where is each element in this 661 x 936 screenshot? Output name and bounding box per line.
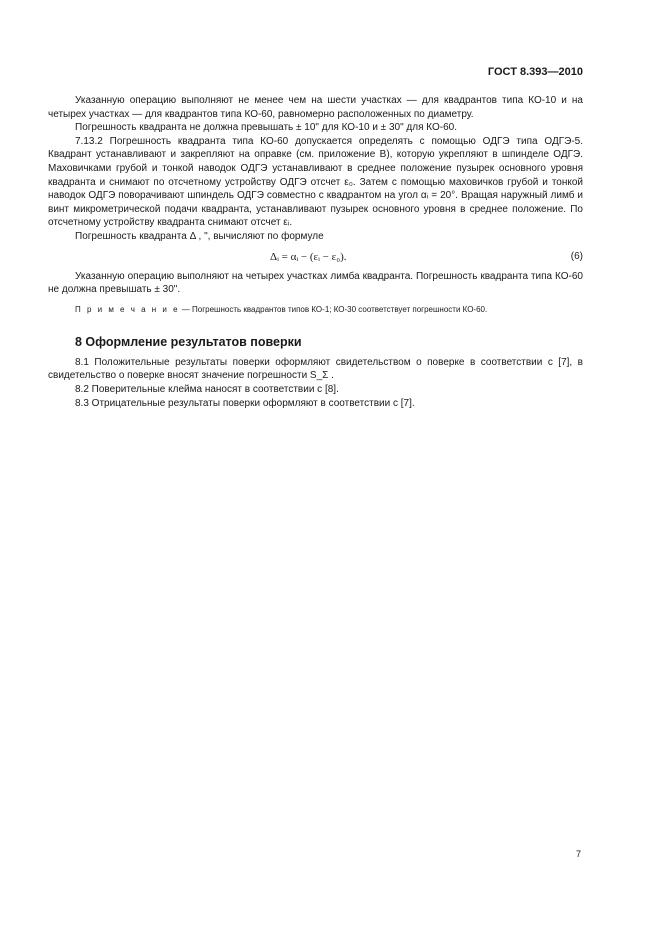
- paragraph-8-1: 8.1 Положительные результаты поверки оформляют свидетельством о поверке в соответствии с [7], в свидетельство о поверке вносят значение погрешности S_Σ .: [48, 356, 583, 382]
- paragraph-formula-intro: Погрешность квадранта Δ , ", вычисляют по формуле: [75, 230, 324, 242]
- paragraph-operation-sites: Указанную операцию выполняют не менее чем на шести участках — для квадрантов типа КО-10 и на четырех участках — для квадрантов типа КО-60, равномерно расположенных по диаметру.: [48, 95, 583, 120]
- paragraph-8-2: 8.2 Поверительные клейма наносят в соответствии с [8].: [75, 383, 339, 395]
- note-label: П р и м е ч а н и е: [75, 304, 180, 314]
- paragraph-8-3: 8.3 Отрицательные результаты поверки оформляют в соответствии с [7].: [75, 397, 415, 409]
- formula-number: (6): [570, 250, 583, 262]
- page-content: [48, 94, 583, 410]
- section-8-heading: 8 Оформление результатов поверки: [75, 334, 302, 349]
- paragraph-limb-sites: Указанную операцию выполняют на четырех участках лимба квадранта. Погрешность квадранта типа КО-60 не должна превышать ± 30".: [48, 270, 583, 296]
- document-header-id: ГОСТ 8.393—2010: [487, 66, 583, 78]
- page-number: 7: [575, 849, 581, 859]
- note-text: — Погрешность квадрантов типов КО-1; КО-30 соответствует погрешности КО-60.: [179, 304, 488, 314]
- formula-6: [48, 248, 583, 270]
- paragraph-7-13-2: 7.13.2 Погрешность квадранта типа КО-60 допускается определять с помощью ОДГЭ типа ОДГЭ-5. Квадрант устанавливают и закрепляют на оправке (см. приложение В), которую укрепляют в шпинделе ОДГЭ. Маховичками грубой и тонкой наводок ОДГЭ устанавливают в среднее положение пузырек основного уровня квадранта и снимают по отсчетному устройству ОДГЭ отсчет ε₀. Затем с помощью маховичков грубой и тонкой наводок ОДГЭ поворачивают шпиндель ОДГЭ совместно с квадрантом на угол αᵢ = 20°. Вращая наружный лимб и винт микрометрической подачи квадранта, устанавливают пузырек основного уровня в среднее положение. По отсчетному устройству квадранта снимают отсчет εᵢ.: [48, 135, 583, 229]
- paragraph-error-limit: Погрешность квадранта не должна превышать ± 10" для КО-10 и ± 30" для КО-60.: [75, 122, 457, 134]
- note: [48, 304, 583, 315]
- formula-expression: Δᵢ = αᵢ − (εᵢ − ε₀).: [270, 250, 347, 263]
